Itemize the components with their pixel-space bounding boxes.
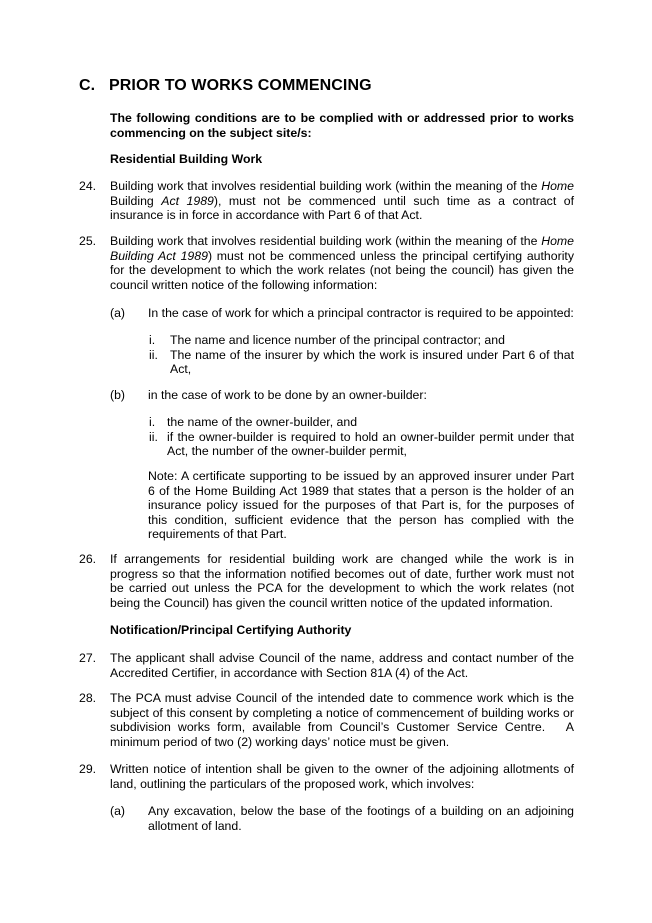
condition-number: 24. bbox=[79, 179, 97, 193]
list-item: ii. The name of the insurer by which the work is insured under Part 6 of that Act, bbox=[149, 347, 574, 377]
condition-27 bbox=[79, 651, 574, 680]
subclause-25a bbox=[110, 306, 574, 321]
condition-26 bbox=[79, 552, 574, 610]
subclause-label: (b) bbox=[110, 388, 126, 402]
list-item: i. The name and licence number of the principal contractor; and bbox=[149, 333, 505, 347]
subclause-25b bbox=[110, 388, 427, 403]
condition-text: Written notice of intention shall be given to the owner of the adjoining allotments of land, outlining the particulars of the proposed work, which involves: bbox=[110, 762, 574, 791]
note-paragraph: Note: A certificate supporting to be issued by an approved insurer under Part 6 of the Home Building Act 1989 that states that a person is the holder of an insurance policy issued for the purposes of that Part is, for the purposes of this condition, sufficient evidence that the person has complied with the requirements of that Part. bbox=[148, 469, 574, 542]
condition-text: If arrangements for residential building work are changed while the work is in progress so that the information notified becomes out of date, further work must not be carried out unless the PCA for the development to which the work relates (not being the Council) has given the council written notice of the updated information. bbox=[110, 552, 574, 610]
subclause-text: in the case of work to be done by an owner-builder: bbox=[148, 388, 427, 402]
condition-number: 26. bbox=[79, 552, 97, 566]
condition-text: The PCA must advise Council of the intended date to commence work which is the subject of this consent by completing a notice of commencement of building works or subdivision works form, available from Council’s Customer Service Centre. A minimum period of two (2) working days’ notice must be given. bbox=[110, 691, 578, 749]
subclause-text: Any excavation, below the base of the footings of a building on an adjoining allotment of land. bbox=[148, 804, 574, 833]
section-title: PRIOR TO WORKS COMMENCING bbox=[109, 77, 372, 94]
condition-number: 29. bbox=[79, 762, 97, 776]
list-25b bbox=[149, 415, 574, 459]
condition-text: The applicant shall advise Council of the name, address and contact number of the Accredited Certifier, in accordance with Section 81A (4) of the Act. bbox=[110, 651, 574, 680]
subclause-text: In the case of work for which a principal contractor is required to be appointed: bbox=[148, 306, 574, 320]
heading-residential: Residential Building Work bbox=[110, 152, 263, 166]
condition-25 bbox=[79, 234, 574, 292]
subclause-label: (a) bbox=[110, 804, 126, 818]
condition-number: 27. bbox=[79, 651, 97, 665]
condition-28 bbox=[79, 691, 578, 749]
heading-notification: Notification/Principal Certifying Authority bbox=[110, 623, 352, 637]
subclause-29a bbox=[110, 804, 574, 833]
list-item: ii. if the owner-builder is required to hold an owner-builder permit under that Act, the number of the owner-builder permit, bbox=[149, 429, 574, 459]
list-25a bbox=[149, 333, 574, 377]
condition-29 bbox=[79, 762, 574, 791]
intro-paragraph: The following conditions are to be complied with or addressed prior to works commencing on the subject site/s: bbox=[110, 111, 574, 140]
condition-number: 25. bbox=[79, 234, 97, 248]
condition-24 bbox=[79, 179, 574, 223]
section-letter: C. bbox=[79, 77, 96, 94]
condition-text: Building work that involves residential building work (within the meaning of the Home Building Act 1989), must not be commenced until such time as a contract of insurance is in force in accordance with Part 6 of that Act. bbox=[110, 179, 575, 223]
condition-text: Building work that involves residential building work (within the meaning of the Home Building Act 1989) must not be commenced unless the principal certifying authority for the development to which the work relates (not being the council) has given the council written notice of the following information: bbox=[110, 234, 575, 292]
section-heading bbox=[79, 79, 372, 94]
list-item: i. the name of the owner-builder, and bbox=[149, 415, 358, 429]
subclause-label: (a) bbox=[110, 306, 126, 320]
condition-number: 28. bbox=[79, 691, 97, 705]
